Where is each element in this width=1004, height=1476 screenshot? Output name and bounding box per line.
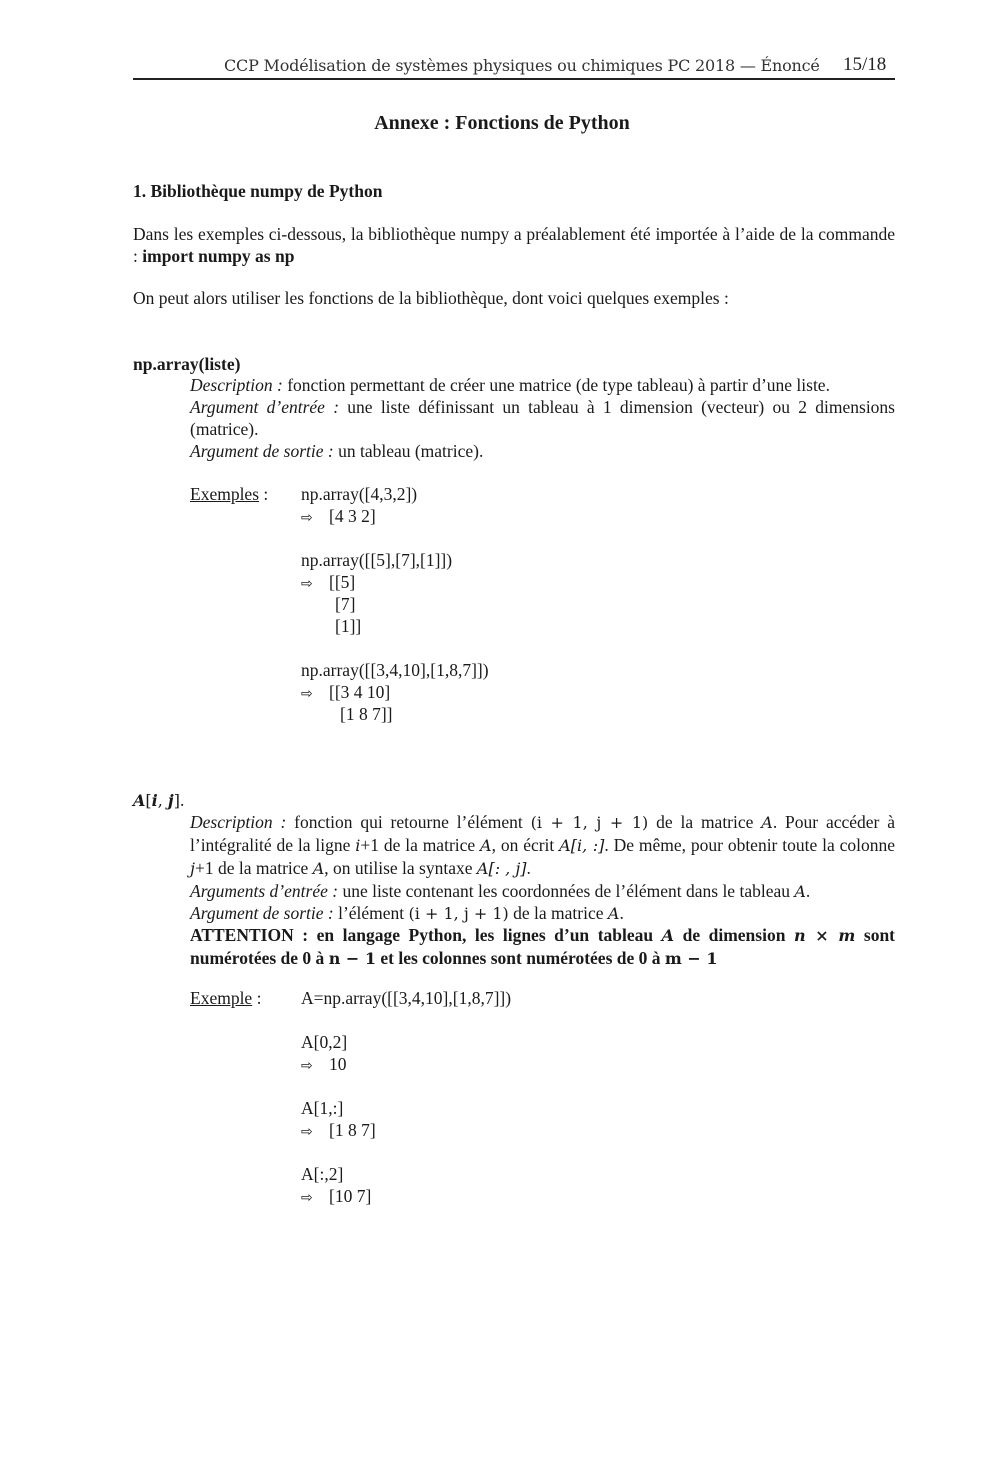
running-header: CCP Modélisation de systèmes physiques ou chimiques PC 2018 — Énoncé: [224, 56, 820, 75]
description-text: fonction permettant de créer une matrice (de type tableau) à partir d’une liste.: [282, 375, 830, 395]
header-rule: [133, 78, 895, 80]
description-paragraph: Description : fonction qui retourne l’élément (i + 1, j + 1) de la matrice A. Pour accéder à l’intégralité de la ligne i+1 de la matrice A, on écrit A[i, :]. De même, pour obtenir toute la colonne j+1 de la matrice A, on utilise la syntaxe A[: , j].: [190, 812, 895, 878]
example-code: A[:,2]: [301, 1164, 344, 1184]
argument-out-text: un tableau (matrice).: [333, 441, 484, 461]
description-label: Description :: [190, 375, 283, 395]
intro-command: import numpy as np: [142, 246, 295, 266]
page-title: Annexe : Fonctions de Python: [374, 112, 630, 134]
example-result: ⇨ [10 7]: [301, 1185, 511, 1207]
example-code: np.array([[5],[7],[1]]): [301, 550, 453, 570]
example-result: [1 8 7]]: [340, 704, 393, 724]
example-result: [7]: [335, 594, 356, 614]
arrow-icon: ⇨: [301, 1190, 313, 1206]
argument-in-text: une liste définissant un tableau à 1 dimension (vecteur) ou 2 dimensions (matrice).: [190, 397, 895, 439]
argument-in-label: Argument d’entrée :: [190, 397, 340, 417]
arrow-icon: ⇨: [301, 1124, 313, 1140]
example-code: A[0,2]: [301, 1032, 348, 1052]
arrow-icon: ⇨: [301, 1058, 313, 1074]
examples-label: Exemples :: [190, 484, 269, 504]
intro-paragraph: [133, 223, 895, 267]
np-array-description: [190, 374, 895, 462]
page-number: 15/18: [843, 54, 887, 75]
example-result: ⇨ [[5]: [301, 571, 489, 593]
argument-out-paragraph: Argument de sortie : l’élément (i + 1, j + 1) de la matrice A.: [190, 903, 624, 923]
indexing-description: [190, 811, 895, 970]
example-result: ⇨ [1 8 7]: [301, 1119, 511, 1141]
example-label: Exemple :: [190, 988, 262, 1008]
np-array-examples: [301, 483, 489, 725]
example-code: A=np.array([[3,4,10],[1,8,7]]): [301, 988, 512, 1008]
warning-paragraph: ATTENTION : en langage Python, les lignes d’un tableau A de dimension n × m sont numérotées de 0 à n − 1 et les colonnes sont numérotées de 0 à m − 1: [190, 925, 896, 968]
intro-text: Dans les exemples ci-dessous, la bibliothèque numpy a préalablement été importée à l’aide de la commande :: [133, 224, 895, 266]
example-result: ⇨ 10: [301, 1053, 511, 1075]
example-code: np.array([4,3,2]): [301, 484, 418, 504]
arrow-icon: ⇨: [301, 686, 313, 702]
section-heading: 1. Bibliothèque numpy de Python: [133, 181, 383, 201]
intro-paragraph-2: On peut alors utiliser les fonctions de la bibliothèque, dont voici quelques exemples :: [133, 288, 729, 308]
example-result: [1]]: [335, 616, 362, 636]
function-name-indexing: A[i, j].: [133, 790, 185, 810]
example-code: np.array([[3,4,10],[1,8,7]]): [301, 660, 489, 680]
argument-out-label: Argument de sortie :: [190, 441, 334, 461]
example-result: ⇨ [4 3 2]: [301, 505, 489, 527]
arguments-in-paragraph: Arguments d’entrée : une liste contenant les coordonnées de l’élément dans le tableau A.: [190, 881, 811, 901]
example-code: A[1,:]: [301, 1098, 344, 1118]
indexing-examples: [301, 987, 511, 1207]
function-name-np-array: np.array(liste): [133, 354, 241, 374]
arrow-icon: ⇨: [301, 510, 313, 526]
example-result: ⇨ [[3 4 10]: [301, 681, 489, 703]
arrow-icon: ⇨: [301, 576, 313, 592]
